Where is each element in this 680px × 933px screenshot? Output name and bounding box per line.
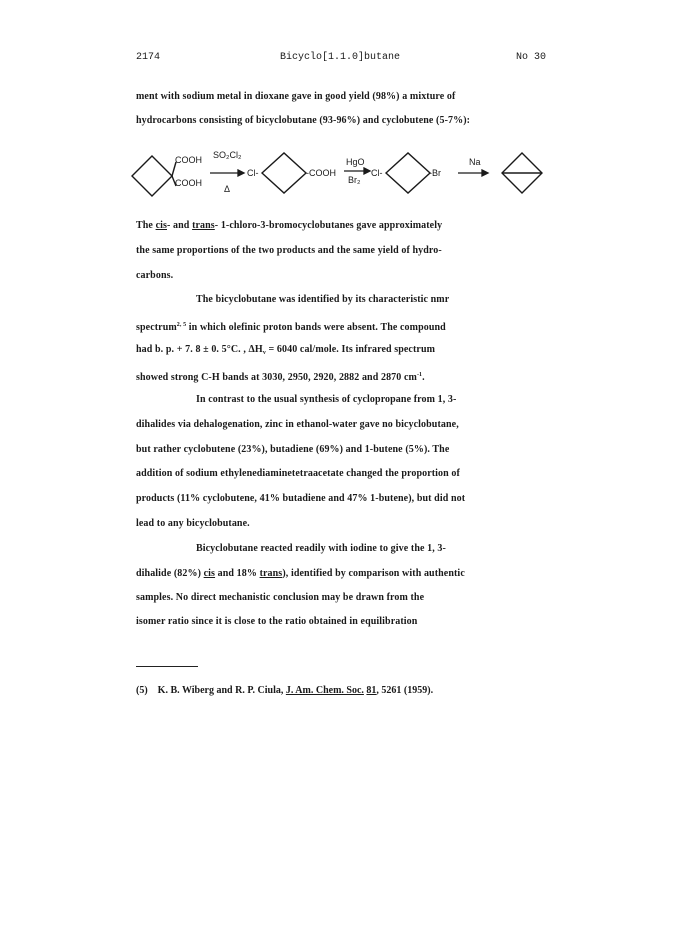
body-line-6: The bicyclobutane was identified by its characteristic nmr	[196, 294, 450, 305]
text-fragment: had b. p. + 7. 8 ± 0. 5°C. , ΔH	[136, 344, 263, 355]
chloro-label-1: Cl-	[247, 168, 259, 178]
bicyclobutane-structure	[502, 153, 542, 193]
term-cis: cis	[155, 220, 167, 231]
issue-number: No 30	[516, 52, 547, 63]
arrow-2	[344, 168, 370, 174]
body-line-15: lead to any bicyclobutane.	[136, 518, 250, 529]
body-line-1: ment with sodium metal in dioxane gave in good yield (98%) a mixture of	[136, 91, 456, 102]
reagent-sodium: Na	[469, 157, 481, 167]
body-line-17	[136, 568, 556, 580]
term-cis: cis	[203, 568, 216, 579]
text-fragment: dihalide (82%)	[136, 568, 204, 579]
text-fragment: and 18%	[215, 568, 260, 579]
body-line-18: samples. No direct mechanistic conclusion may be drawn from the	[136, 592, 425, 603]
term-trans: trans	[259, 568, 283, 579]
body-line-8	[136, 344, 556, 359]
footnote	[136, 685, 433, 696]
reagent-mercuric-oxide: HgO	[346, 157, 365, 167]
text-fragment: .	[422, 372, 425, 383]
subscript-v: v	[262, 350, 266, 356]
body-line-9	[136, 369, 556, 384]
body-line-12: but rather cyclobutene (23%), butadiene (69%) and 1-butene (5%). The	[136, 444, 450, 455]
reagent-sulfuryl-chloride: SO₂Cl₂	[213, 150, 242, 160]
unit-superscript: -1	[416, 372, 423, 378]
text-fragment: - 1-chloro-3-bromocyclobutanes gave approximately	[214, 220, 443, 231]
body-line-7	[136, 319, 556, 334]
reagent-bromine: Br₂	[348, 175, 361, 185]
footnote-volume: 81	[366, 685, 377, 696]
reagent-heat: Δ	[224, 184, 231, 194]
body-line-2: hydrocarbons consisting of bicyclobutane (93-96%) and cyclobutene (5-7%):	[136, 115, 471, 126]
text-fragment: ), identified by comparison with authentic	[282, 568, 465, 579]
citation-superscript: 2, 5	[176, 322, 187, 328]
footnote-rule	[136, 666, 198, 667]
bromo-label: -Br	[429, 168, 441, 178]
arrow-1	[210, 170, 244, 176]
running-title: Bicyclo[1.1.0]butane	[279, 52, 401, 63]
body-line-13: addition of sodium ethylenediaminetetraacetate changed the proportion of	[136, 468, 460, 479]
text-fragment: showed strong C-H bands at 3030, 2950, 2920, 2882 and 2870 cm	[136, 372, 417, 383]
cooh-bottom-label: COOH	[175, 178, 202, 188]
body-line-19: isomer ratio since it is close to the ratio obtained in equilibration	[136, 616, 418, 627]
cooh-mid-label: -COOH	[306, 168, 336, 178]
body-line-10: In contrast to the usual synthesis of cyclopropane from 1, 3-	[196, 394, 457, 405]
body-line-16: Bicyclobutane reacted readily with iodine to give the 1, 3-	[196, 543, 446, 554]
page-number: 2174	[136, 52, 161, 63]
chloro-label-2: Cl-	[371, 168, 383, 178]
chlorocyclobutane-carboxylic-acid	[262, 153, 306, 193]
footnote-number: (5)	[136, 685, 148, 696]
chloro-bromo-cyclobutane	[386, 153, 430, 193]
text-fragment: = 6040 cal/mole. Its infrared spectrum	[265, 344, 436, 355]
term-trans: trans	[192, 220, 215, 231]
footnote-authors: K. B. Wiberg and R. P. Ciula,	[157, 685, 286, 696]
text-fragment: - and	[167, 220, 193, 231]
body-line-5: carbons.	[136, 270, 174, 281]
body-line-11: dihalides via dehalogenation, zinc in ethanol-water gave no bicyclobutane,	[136, 419, 459, 430]
footnote-journal: J. Am. Chem. Soc.	[285, 685, 364, 696]
reaction-scheme	[120, 140, 560, 210]
text-fragment: spectrum	[136, 322, 177, 333]
text-fragment: in which olefinic proton bands were absent. The compound	[186, 322, 446, 333]
body-line-14: products (11% cyclobutene, 41% butadiene and 47% 1-butene), but did not	[136, 493, 466, 504]
cyclobutane-dicarboxylic-acid	[132, 156, 176, 196]
text-fragment: The	[136, 220, 156, 231]
footnote-pages: , 5261 (1959).	[376, 685, 434, 696]
cooh-top-label: COOH	[175, 155, 202, 165]
body-line-4: the same proportions of the two products and the same yield of hydro-	[136, 245, 442, 256]
arrow-3	[458, 170, 488, 176]
body-line-3	[136, 220, 556, 232]
